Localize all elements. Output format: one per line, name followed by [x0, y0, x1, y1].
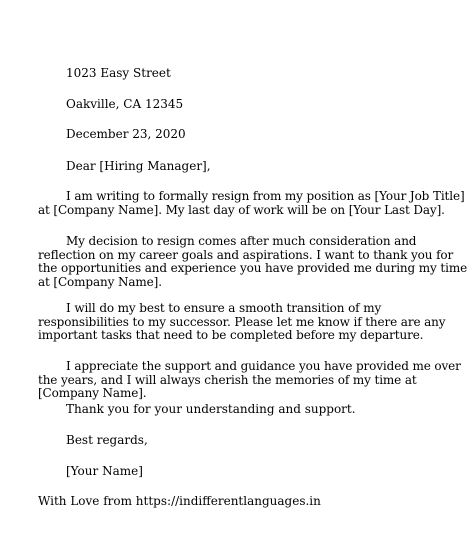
address-line-2: Oakville, CA 12345 — [66, 97, 184, 111]
body-paragraph-3: I will do my best to ensure a smooth transition of my responsibilities to my successor. Please let me know if there are any important tasks that need to be completed before my departure. — [38, 301, 446, 342]
thanks-line: Thank you for your understanding and support. — [66, 402, 356, 416]
salutation: Dear [Hiring Manager], — [66, 159, 211, 173]
body-paragraph-4: I appreciate the support and guidance you have provided me over the years, and I will always cherish the memories of my time at [Company Name]. — [38, 359, 461, 400]
footer-credit: With Love from https://indifferentlanguages.in — [38, 494, 321, 508]
body-paragraph-1: I am writing to formally resign from my position as [Your Job Title] at [Company Name]. My last day of work will be on [Your Last Day]. — [38, 189, 465, 217]
body-paragraph-2: My decision to resign comes after much consideration and reflection on my career goals and aspirations. I want to thank you for the opportunities and experience you have provided me during my time at [Company Name]. — [38, 234, 468, 289]
signature-name: [Your Name] — [66, 464, 143, 478]
address-line-1: 1023 Easy Street — [66, 66, 171, 80]
letter-date: December 23, 2020 — [66, 127, 186, 141]
closing: Best regards, — [66, 433, 148, 447]
